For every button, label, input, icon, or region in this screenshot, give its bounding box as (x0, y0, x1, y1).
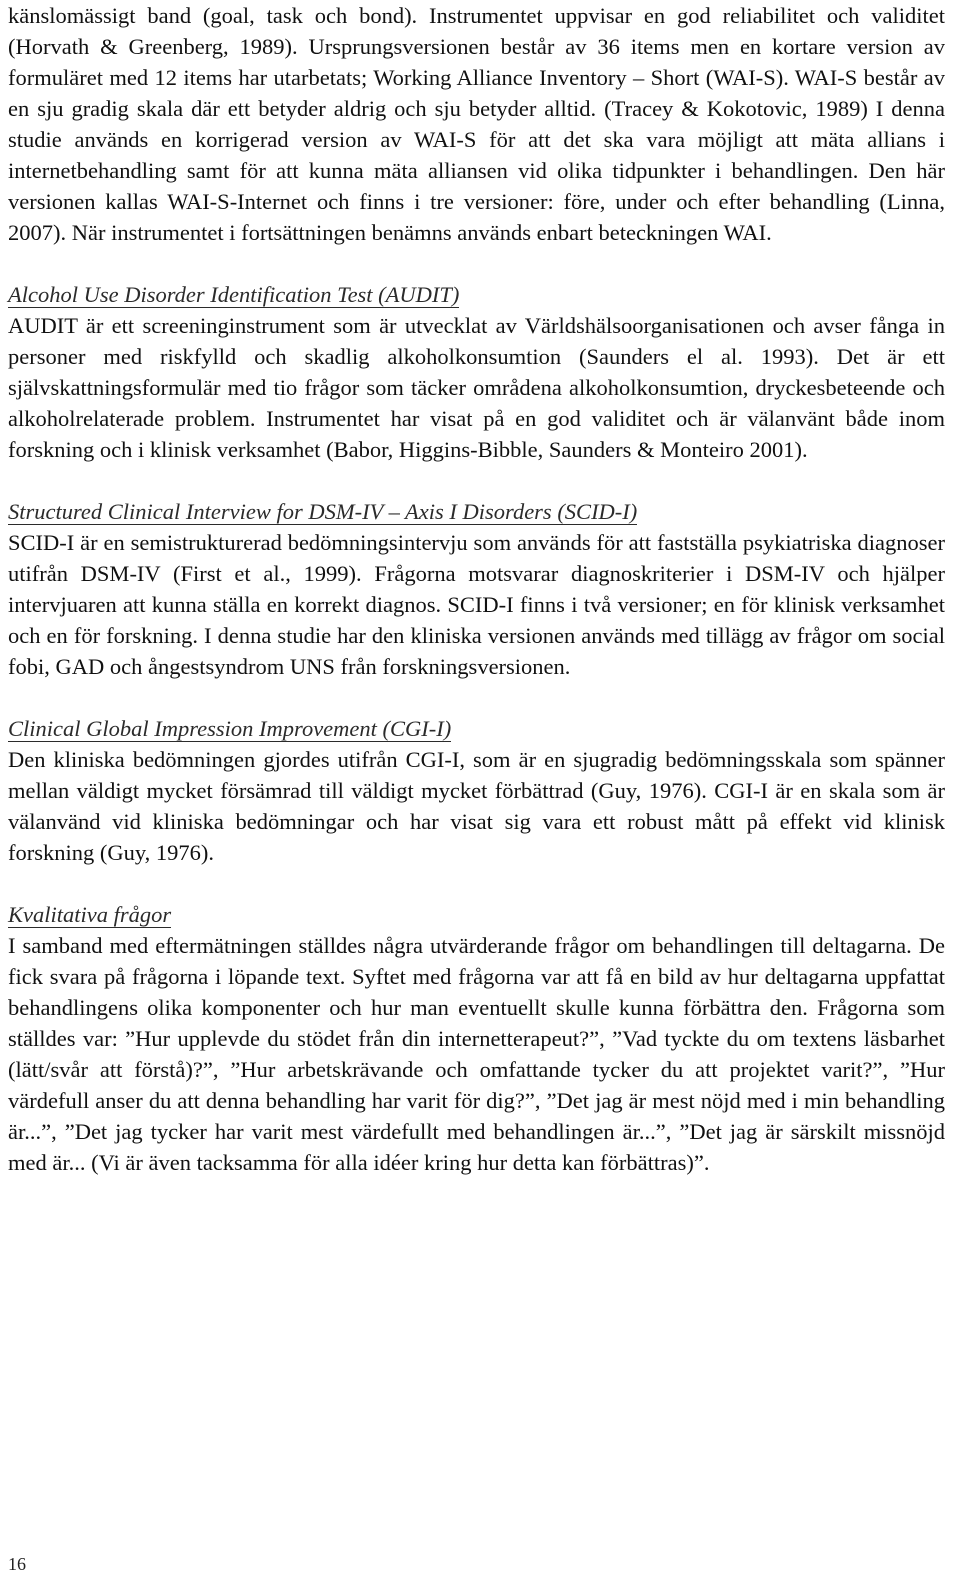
section-heading-text: Clinical Global Impression Improvement (CGI-I) (8, 716, 452, 741)
section-cgi (8, 713, 945, 868)
section-heading-text: Alcohol Use Disorder Identification Test (AUDIT) (8, 282, 460, 307)
section-scid (8, 496, 945, 682)
section-heading (8, 279, 945, 310)
section-heading-text: Kvalitativa frågor (8, 902, 172, 927)
section-qualitative (8, 899, 945, 1178)
section-body: I samband med eftermätningen ställdes några utvärderande frågor om behandlingen till deltagarna. De fick svara på frågorna i löpande text. Syftet med frågorna var att få en bild av hur deltagarna uppfattat behandlingens olika komponenter och hur man eventuellt skulle kunna förbättra den. Frågorna som ställdes var: ”Hur upplevde du stödet från din internetterapeut?”, ”Vad tyckte du om textens läsbarhet (lätt/svår att förstå)?”, ”Hur arbetskrävande och omfattande tycker du att projektet varit?”, ”Hur värdefull anser du att denna behandling har varit för dig?”, ”Det jag är mest nöjd med i min behandling är...”, ”Det jag tycker har varit mest värdefullt med behandlingen är...”, ”Det jag är särskilt missnöjd med är... (Vi är även tacksamma för alla idéer kring hur detta kan förbättras)”. (8, 933, 945, 1175)
page-number: 16 (8, 1554, 26, 1574)
section-heading (8, 496, 945, 527)
section-heading-text: Structured Clinical Interview for DSM-IV – Axis I Disorders (SCID-I) (8, 499, 638, 524)
document-page (8, 0, 945, 1178)
section-heading (8, 713, 945, 744)
intro-paragraph: känslomässigt band (goal, task och bond). Instrumentet uppvisar en god reliabilitet och validitet (Horvath & Greenberg, 1989). Ursprungsversionen består av 36 items men en kortare version av formuläret med 12 items har utarbetats; Working Alliance Inventory – Short (WAI-S). WAI-S består av en sju gradig skala där ett betyder aldrig och sju betyder alltid. (Tracey & Kokotovic, 1989) I denna studie används en korrigerad version av WAI-S för att det ska vara möjligt att mäta allians i internetbehandling samt för att kunna mäta alliansen vid olika tidpunkter i behandlingen. Den här versionen kallas WAI-S-Internet och finns i tre versioner: före, under och efter behandling (Linna, 2007). När instrumentet i fortsättningen benämns används enbart beteckningen WAI. (8, 3, 945, 245)
section-body: Den kliniska bedömningen gjordes utifrån CGI-I, som är en sjugradig bedömningsskala som spänner mellan väldigt mycket försämrad till väldigt mycket förbättrad (Guy, 1976). CGI-I är en skala som är välanvänd vid kliniska bedömningar och har visat sig vara ett robust mått på effekt vid klinisk forskning (Guy, 1976). (8, 747, 945, 865)
section-heading (8, 899, 945, 930)
section-audit (8, 279, 945, 465)
section-body: SCID-I är en semistrukturerad bedömningsintervju som används för att fastställa psykiatriska diagnoser utifrån DSM-IV (First et al., 1999). Frågorna motsvarar diagnoskriterier i DSM-IV och hjälper intervjuaren att kunna ställa en korrekt diagnos. SCID-I finns i två versioner; en för klinisk verksamhet och en för forskning. I denna studie har den kliniska versionen används med tillägg av frågor om social fobi, GAD och ångestsyndrom UNS från forskningsversionen. (8, 530, 945, 679)
section-body: AUDIT är ett screeninginstrument som är utvecklat av Världshälsoorganisationen och avser fånga in personer med riskfylld och skadlig alkoholkonsumtion (Saunders el al. 1993). Det är ett självskattningsformulär med tio frågor som täcker områdena alkoholkonsumtion, dryckesbeteende och alkoholrelaterade problem. Instrumentet har visat på en god validitet och är välanvänt både inom forskning och i klinisk verksamhet (Babor, Higgins-Bibble, Saunders & Monteiro 2001). (8, 313, 945, 462)
